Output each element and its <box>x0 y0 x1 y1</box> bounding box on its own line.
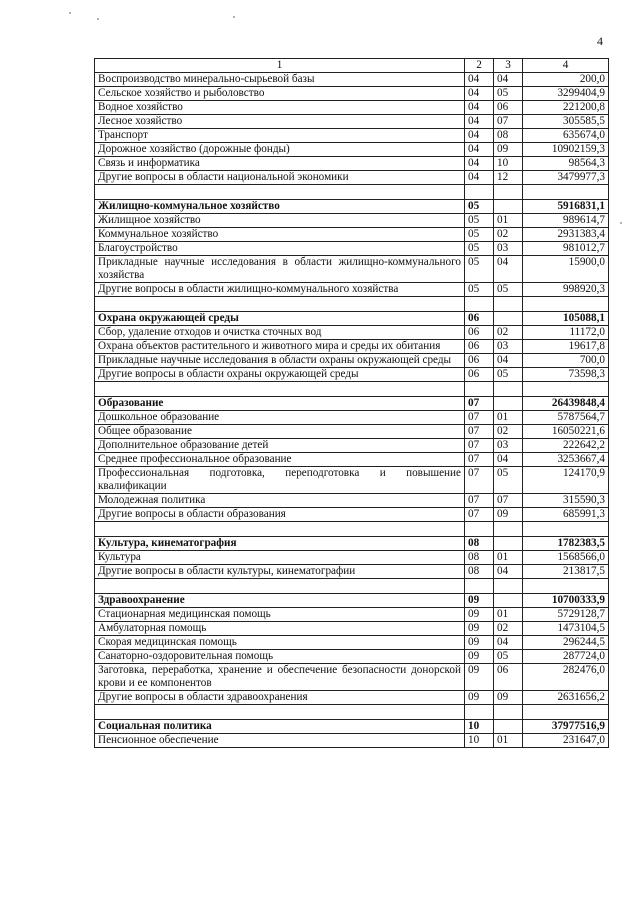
row-subsection-code: 10 <box>494 157 523 171</box>
row-name: Общее образование <box>95 425 465 439</box>
row-amount: 685991,3 <box>523 508 609 522</box>
row-subsection-code: 09 <box>494 508 523 522</box>
table-row <box>95 425 609 439</box>
row-subsection-code: 04 <box>494 256 523 283</box>
row-name: Связь и информатика <box>95 157 465 171</box>
row-subsection-code: 05 <box>494 467 523 494</box>
spacer-cell <box>465 382 494 397</box>
row-amount: 1473104,5 <box>523 622 609 636</box>
row-section-code: 09 <box>465 636 494 650</box>
row-subsection-code: 04 <box>494 636 523 650</box>
row-name: Образование <box>95 397 465 411</box>
row-subsection-code <box>494 594 523 608</box>
spacer-cell <box>95 705 465 720</box>
row-name: Молодежная политика <box>95 494 465 508</box>
spacer-row <box>95 522 609 537</box>
spacer-cell <box>465 522 494 537</box>
table-row <box>95 283 609 297</box>
row-name: Охрана объектов растительного и животного мира и среды их обитания <box>95 340 465 354</box>
row-amount: 10700333,9 <box>523 594 609 608</box>
row-amount: 700,0 <box>523 354 609 368</box>
row-amount: 213817,5 <box>523 565 609 579</box>
row-section-code: 04 <box>465 171 494 185</box>
table-row <box>95 143 609 157</box>
row-subsection-code: 02 <box>494 326 523 340</box>
row-amount: 200,0 <box>523 73 609 87</box>
scan-speck <box>69 12 71 14</box>
row-section-code: 06 <box>465 340 494 354</box>
table-row <box>95 467 609 494</box>
table-row <box>95 551 609 565</box>
page-number: 4 <box>597 34 603 48</box>
row-name: Другие вопросы в области охраны окружающей среды <box>95 368 465 382</box>
table-header <box>95 59 609 73</box>
spacer-cell <box>465 297 494 312</box>
spacer-cell <box>523 382 609 397</box>
row-section-code: 04 <box>465 157 494 171</box>
row-name: Лесное хозяйство <box>95 115 465 129</box>
row-amount: 1568566,0 <box>523 551 609 565</box>
table-row <box>95 650 609 664</box>
row-section-code: 08 <box>465 565 494 579</box>
row-section-code: 05 <box>465 200 494 214</box>
row-amount: 73598,3 <box>523 368 609 382</box>
table-row <box>95 340 609 354</box>
scan-speck <box>97 18 99 20</box>
row-name: Стационарная медицинская помощь <box>95 608 465 622</box>
row-section-code: 10 <box>465 734 494 748</box>
row-name: Сельское хозяйство и рыболовство <box>95 87 465 101</box>
row-section-code: 09 <box>465 664 494 691</box>
row-section-code: 07 <box>465 425 494 439</box>
spacer-cell <box>95 297 465 312</box>
row-name: Транспорт <box>95 129 465 143</box>
table-row <box>95 494 609 508</box>
row-amount: 2931383,4 <box>523 228 609 242</box>
row-section-code: 06 <box>465 354 494 368</box>
row-section-code: 08 <box>465 551 494 565</box>
row-section-code: 09 <box>465 650 494 664</box>
row-name: Амбулаторная помощь <box>95 622 465 636</box>
row-amount: 222642,2 <box>523 439 609 453</box>
row-amount: 5916831,1 <box>523 200 609 214</box>
row-name: Культура, кинематография <box>95 537 465 551</box>
table-row <box>95 664 609 691</box>
row-amount: 124170,9 <box>523 467 609 494</box>
row-subsection-code <box>494 200 523 214</box>
spacer-cell <box>494 185 523 200</box>
table-row <box>95 734 609 748</box>
scan-speck <box>620 222 622 224</box>
spacer-cell <box>523 185 609 200</box>
row-amount: 231647,0 <box>523 734 609 748</box>
row-amount: 37977516,9 <box>523 720 609 734</box>
row-amount: 15900,0 <box>523 256 609 283</box>
table-row <box>95 691 609 705</box>
spacer-cell <box>465 185 494 200</box>
row-subsection-code: 02 <box>494 228 523 242</box>
row-section-code: 04 <box>465 115 494 129</box>
budget-table <box>94 58 609 748</box>
table-row <box>95 326 609 340</box>
row-name: Другие вопросы в области образования <box>95 508 465 522</box>
row-amount: 5729128,7 <box>523 608 609 622</box>
spacer-row <box>95 705 609 720</box>
row-subsection-code: 05 <box>494 283 523 297</box>
table-row <box>95 87 609 101</box>
row-section-code: 07 <box>465 411 494 425</box>
row-amount: 989614,7 <box>523 214 609 228</box>
spacer-cell <box>523 705 609 720</box>
spacer-cell <box>465 705 494 720</box>
row-section-code: 05 <box>465 283 494 297</box>
row-name: Дошкольное образование <box>95 411 465 425</box>
spacer-cell <box>465 579 494 594</box>
row-amount: 287724,0 <box>523 650 609 664</box>
row-name: Заготовка, переработка, хранение и обеспечение безопасности донорской крови и ее компонентов <box>95 664 465 691</box>
table-row <box>95 508 609 522</box>
row-subsection-code: 05 <box>494 650 523 664</box>
spacer-cell <box>523 522 609 537</box>
row-amount: 3479977,3 <box>523 171 609 185</box>
row-amount: 1782383,5 <box>523 537 609 551</box>
row-name: Социальная политика <box>95 720 465 734</box>
section-row <box>95 200 609 214</box>
table-row <box>95 73 609 87</box>
row-amount: 315590,3 <box>523 494 609 508</box>
row-section-code: 09 <box>465 594 494 608</box>
row-amount: 105088,1 <box>523 312 609 326</box>
row-section-code: 05 <box>465 256 494 283</box>
row-name: Охрана окружающей среды <box>95 312 465 326</box>
row-name: Дополнительное образование детей <box>95 439 465 453</box>
row-name: Санаторно-оздоровительная помощь <box>95 650 465 664</box>
row-section-code: 10 <box>465 720 494 734</box>
row-subsection-code: 01 <box>494 608 523 622</box>
table-row <box>95 622 609 636</box>
row-amount: 635674,0 <box>523 129 609 143</box>
row-subsection-code: 09 <box>494 691 523 705</box>
header-row <box>95 59 609 73</box>
row-subsection-code <box>494 720 523 734</box>
row-amount: 282476,0 <box>523 664 609 691</box>
row-amount: 5787564,7 <box>523 411 609 425</box>
row-amount: 11172,0 <box>523 326 609 340</box>
row-section-code: 04 <box>465 87 494 101</box>
table-body <box>95 73 609 748</box>
spacer-cell <box>494 522 523 537</box>
row-section-code: 05 <box>465 242 494 256</box>
row-amount: 305585,5 <box>523 115 609 129</box>
row-section-code: 04 <box>465 129 494 143</box>
row-subsection-code: 05 <box>494 368 523 382</box>
row-name: Среднее профессиональное образование <box>95 453 465 467</box>
row-subsection-code: 07 <box>494 494 523 508</box>
row-section-code: 05 <box>465 214 494 228</box>
table-row <box>95 157 609 171</box>
row-amount: 19617,8 <box>523 340 609 354</box>
header-col-2: 2 <box>465 59 494 73</box>
table-row <box>95 101 609 115</box>
row-name: Благоустройство <box>95 242 465 256</box>
spacer-row <box>95 382 609 397</box>
row-amount: 26439848,4 <box>523 397 609 411</box>
row-name: Профессиональная подготовка, переподготовка и повышение квалификации <box>95 467 465 494</box>
row-name: Другие вопросы в области здравоохранения <box>95 691 465 705</box>
row-name: Другие вопросы в области жилищно-коммунального хозяйства <box>95 283 465 297</box>
row-section-code: 08 <box>465 537 494 551</box>
scan-speck <box>233 16 235 18</box>
row-section-code: 07 <box>465 494 494 508</box>
row-subsection-code: 03 <box>494 439 523 453</box>
row-section-code: 07 <box>465 453 494 467</box>
table-row <box>95 256 609 283</box>
row-subsection-code <box>494 397 523 411</box>
spacer-cell <box>523 297 609 312</box>
row-name: Прикладные научные исследования в области жилищно-коммунального хозяйства <box>95 256 465 283</box>
row-section-code: 09 <box>465 622 494 636</box>
row-name: Сбор, удаление отходов и очистка сточных вод <box>95 326 465 340</box>
section-row <box>95 312 609 326</box>
spacer-cell <box>95 185 465 200</box>
row-amount: 2631656,2 <box>523 691 609 705</box>
table-row <box>95 129 609 143</box>
table-row <box>95 171 609 185</box>
table-row <box>95 439 609 453</box>
row-subsection-code: 12 <box>494 171 523 185</box>
row-section-code: 06 <box>465 326 494 340</box>
row-section-code: 04 <box>465 101 494 115</box>
row-amount: 3299404,9 <box>523 87 609 101</box>
row-section-code: 04 <box>465 143 494 157</box>
row-amount: 98564,3 <box>523 157 609 171</box>
row-section-code: 09 <box>465 691 494 705</box>
row-amount: 10902159,3 <box>523 143 609 157</box>
spacer-cell <box>95 522 465 537</box>
spacer-cell <box>95 382 465 397</box>
table-row <box>95 368 609 382</box>
row-subsection-code: 01 <box>494 734 523 748</box>
row-name: Скорая медицинская помощь <box>95 636 465 650</box>
row-subsection-code: 01 <box>494 214 523 228</box>
table-row <box>95 115 609 129</box>
section-row <box>95 537 609 551</box>
spacer-cell <box>494 705 523 720</box>
row-subsection-code: 06 <box>494 664 523 691</box>
row-amount: 998920,3 <box>523 283 609 297</box>
row-subsection-code: 09 <box>494 143 523 157</box>
row-subsection-code: 02 <box>494 622 523 636</box>
row-subsection-code <box>494 537 523 551</box>
row-amount: 16050221,6 <box>523 425 609 439</box>
spacer-cell <box>494 579 523 594</box>
header-col-1: 1 <box>95 59 465 73</box>
row-subsection-code: 03 <box>494 340 523 354</box>
table-row <box>95 453 609 467</box>
row-amount: 981012,7 <box>523 242 609 256</box>
row-section-code: 09 <box>465 608 494 622</box>
header-col-4: 4 <box>523 59 609 73</box>
row-name: Дорожное хозяйство (дорожные фонды) <box>95 143 465 157</box>
row-name: Культура <box>95 551 465 565</box>
section-row <box>95 397 609 411</box>
table-row <box>95 608 609 622</box>
section-row <box>95 720 609 734</box>
row-subsection-code: 06 <box>494 101 523 115</box>
row-name: Жилищное хозяйство <box>95 214 465 228</box>
section-row <box>95 594 609 608</box>
row-subsection-code: 02 <box>494 425 523 439</box>
spacer-row <box>95 579 609 594</box>
row-name: Другие вопросы в области национальной экономики <box>95 171 465 185</box>
row-name: Пенсионное обеспечение <box>95 734 465 748</box>
row-section-code: 07 <box>465 508 494 522</box>
table-row <box>95 242 609 256</box>
row-section-code: 05 <box>465 228 494 242</box>
row-subsection-code: 01 <box>494 411 523 425</box>
table-row <box>95 636 609 650</box>
spacer-cell <box>494 382 523 397</box>
spacer-cell <box>523 579 609 594</box>
row-name: Коммунальное хозяйство <box>95 228 465 242</box>
row-name: Воспроизводство минерально-сырьевой базы <box>95 73 465 87</box>
spacer-cell <box>95 579 465 594</box>
table-row <box>95 411 609 425</box>
row-name: Водное хозяйство <box>95 101 465 115</box>
table-row <box>95 565 609 579</box>
row-section-code: 07 <box>465 439 494 453</box>
row-subsection-code: 01 <box>494 551 523 565</box>
row-subsection-code: 04 <box>494 73 523 87</box>
row-subsection-code: 08 <box>494 129 523 143</box>
row-subsection-code: 03 <box>494 242 523 256</box>
spacer-cell <box>494 297 523 312</box>
row-subsection-code: 07 <box>494 115 523 129</box>
row-subsection-code <box>494 312 523 326</box>
row-subsection-code: 04 <box>494 565 523 579</box>
table-row <box>95 354 609 368</box>
row-name: Жилищно-коммунальное хозяйство <box>95 200 465 214</box>
spacer-row <box>95 297 609 312</box>
row-amount: 3253667,4 <box>523 453 609 467</box>
row-name: Прикладные научные исследования в области охраны окружающей среды <box>95 354 465 368</box>
row-amount: 296244,5 <box>523 636 609 650</box>
table-row <box>95 214 609 228</box>
spacer-row <box>95 185 609 200</box>
row-section-code: 07 <box>465 467 494 494</box>
header-col-3: 3 <box>494 59 523 73</box>
row-name: Другие вопросы в области культуры, кинематографии <box>95 565 465 579</box>
row-section-code: 07 <box>465 397 494 411</box>
row-section-code: 06 <box>465 368 494 382</box>
row-subsection-code: 04 <box>494 453 523 467</box>
row-subsection-code: 04 <box>494 354 523 368</box>
row-section-code: 06 <box>465 312 494 326</box>
row-name: Здравоохранение <box>95 594 465 608</box>
row-subsection-code: 05 <box>494 87 523 101</box>
table-row <box>95 228 609 242</box>
row-section-code: 04 <box>465 73 494 87</box>
row-amount: 221200,8 <box>523 101 609 115</box>
